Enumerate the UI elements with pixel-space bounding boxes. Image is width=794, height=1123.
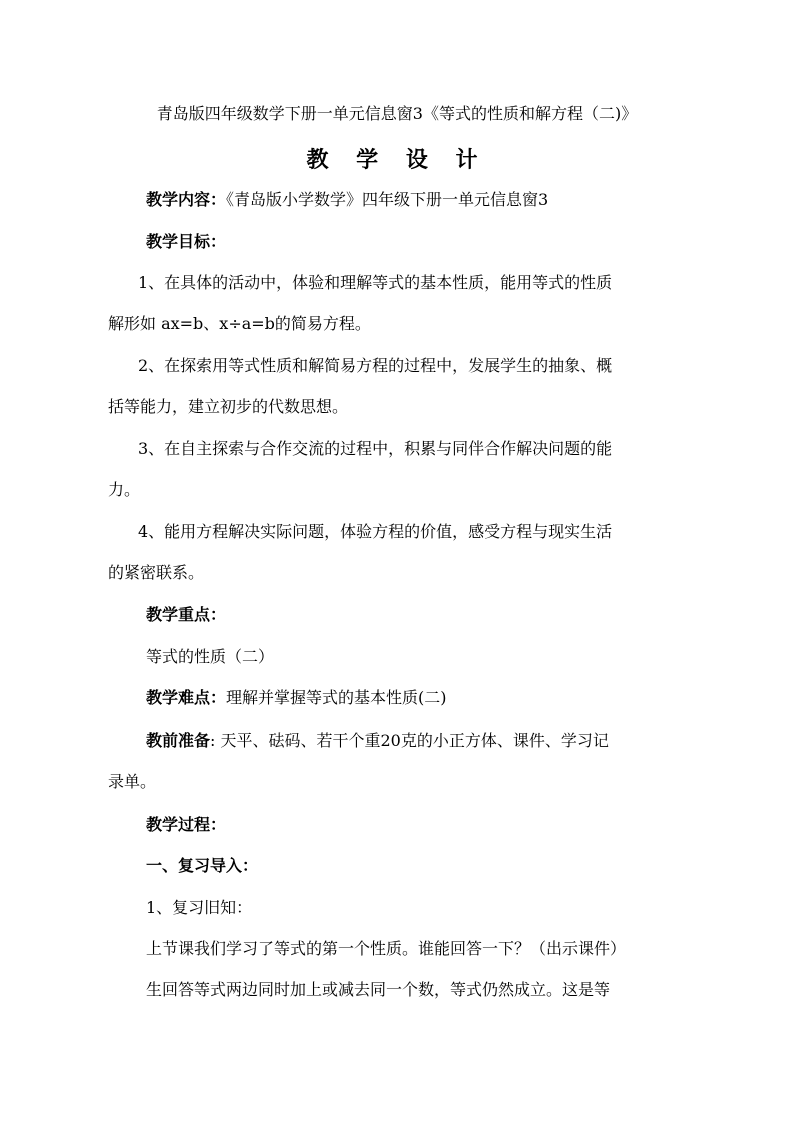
goal4-line1: 4、能用方程解决实际问题，体验方程的价值，感受方程与现实生活	[138, 522, 613, 541]
prep-text-line2: 录单。	[108, 772, 157, 791]
goal2-line1: 2、在探索用等式性质和解简易方程的过程中，发展学生的抽象、概	[138, 356, 613, 375]
key-label: 教学重点：	[146, 605, 227, 624]
para2: 生回答等式两边同时加上或减去同一个数，等式仍然成立。这是等	[146, 980, 611, 999]
prep-row	[146, 731, 609, 751]
document-subtitle: 教 学 设 计	[306, 147, 488, 173]
difficulty-label: 教学难点：	[146, 688, 227, 707]
goal1-line1: 1、在具体的活动中，体验和理解等式的基本性质，能用等式的性质	[138, 273, 613, 292]
prep-label: 教前准备	[146, 731, 211, 750]
goal2-line2: 括等能力，建立初步的代数思想。	[108, 397, 349, 416]
goal3-line1: 3、在自主探索与合作交流的过程中，积累与同伴合作解决问题的能	[138, 439, 613, 458]
goal4-line2: 的紧密联系。	[108, 563, 205, 582]
para1: 上节课我们学习了等式的第一个性质。谁能回答一下？（出示课件）	[146, 939, 627, 958]
goal1-line2: 解形如 ax=b、x÷a=b的简易方程。	[108, 314, 371, 333]
goals-label: 教学目标：	[146, 232, 227, 251]
content-text: 《青岛版小学数学》四年级下册一单元信息窗3	[226, 190, 549, 209]
content-label: 教学内容：	[146, 190, 227, 209]
section1-heading: 一、复习导入：	[146, 856, 259, 875]
goal3-line2: 力。	[108, 480, 141, 499]
difficulty-text: 理解并掌握等式的基本性质(二)	[226, 688, 447, 707]
content-row	[146, 190, 548, 210]
document-title: 青岛版四年级数学下册一单元信息窗3《等式的性质和解方程（二)》	[156, 104, 638, 123]
process-label: 教学过程：	[146, 815, 227, 834]
step1-heading: 1、复习旧知：	[146, 898, 253, 917]
key-text: 等式的性质（二）	[146, 647, 275, 666]
prep-text-line1: : 天平、砝码、若干个重20克的小正方体、课件、学习记	[210, 731, 609, 750]
difficulty-row	[146, 688, 447, 708]
